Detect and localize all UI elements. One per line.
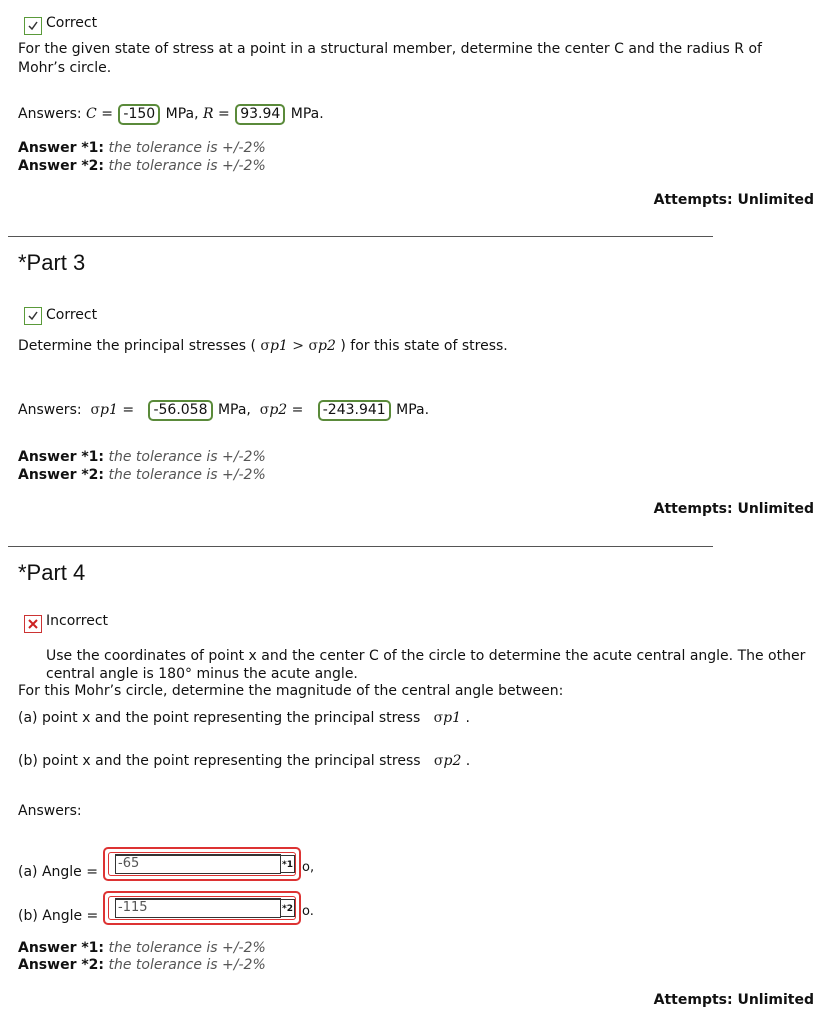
- angle-a-input-wrapper: [103, 847, 301, 881]
- part4-title: *Part 4: [18, 560, 86, 585]
- r-answer-value[interactable]: 93.94: [235, 104, 285, 125]
- angle-b-input-wrapper: [103, 891, 301, 925]
- correct-check-icon: [24, 307, 42, 325]
- angle-a-input[interactable]: -65: [115, 854, 281, 874]
- tolerance-2: Answer *2: the tolerance is +/-2%: [18, 957, 266, 973]
- part4-question-a: (a) point x and the point representing the principal stress σp1 .: [18, 710, 470, 726]
- angle-a-label: (a) Angle =: [18, 864, 98, 880]
- attempts-label: Attempts: Unlimited: [653, 192, 814, 208]
- divider: [8, 236, 713, 237]
- part2-answers-row: Answers: C = -150 MPa, R = 93.94 MPa.: [18, 104, 324, 125]
- tolerance-1: Answer *1: the tolerance is +/-2%: [18, 940, 266, 956]
- part2-question: For the given state of stress at a point in a structural member, determine the center C and the radius R of Mohr’s circle.: [18, 41, 762, 76]
- tolerance-1: Answer *1: the tolerance is +/-2%: [18, 140, 266, 156]
- attempts-label: Attempts: Unlimited: [653, 992, 814, 1008]
- c-symbol: C: [86, 106, 97, 122]
- c-answer-value[interactable]: -150: [118, 104, 160, 125]
- divider: [8, 546, 713, 547]
- degree-symbol: o.: [302, 904, 314, 919]
- part4-question: For this Mohr’s circle, determine the magnitude of the central angle between:: [18, 683, 564, 699]
- r-symbol: R: [203, 106, 214, 122]
- part4-answers-label: Answers:: [18, 803, 82, 819]
- answer-tag-1: *1: [280, 855, 295, 873]
- angle-b-label: (b) Angle =: [18, 908, 99, 924]
- degree-symbol: o,: [302, 860, 315, 875]
- status-incorrect-label: Incorrect: [46, 613, 109, 629]
- angle-b-input[interactable]: -115: [115, 898, 281, 918]
- part3-answers-row: Answers: σp1 = -56.058 MPa, σp2 = -243.941 MPa.: [18, 400, 429, 421]
- correct-check-icon: [24, 17, 42, 35]
- part3-title: *Part 3: [18, 250, 86, 275]
- hint-line-2: central angle is 180° minus the acute angle.: [46, 666, 358, 682]
- attempts-label: Attempts: Unlimited: [653, 501, 814, 517]
- tolerance-2: Answer *2: the tolerance is +/-2%: [18, 158, 266, 174]
- sigma-p1-answer-value[interactable]: -56.058: [148, 400, 212, 421]
- status-correct-label: Correct: [46, 307, 98, 323]
- tolerance-1: Answer *1: the tolerance is +/-2%: [18, 449, 266, 465]
- answer-tag-2: *2: [280, 899, 295, 917]
- part3-question: Determine the principal stresses ( σp1 > σp2 ) for this state of stress.: [18, 338, 508, 354]
- part4-question-b: (b) point x and the point representing the principal stress σp2 .: [18, 753, 471, 769]
- incorrect-x-icon: [24, 615, 42, 633]
- tolerance-2: Answer *2: the tolerance is +/-2%: [18, 467, 266, 483]
- sigma-p2-answer-value[interactable]: -243.941: [318, 400, 391, 421]
- hint-line-1: Use the coordinates of point x and the center C of the circle to determine the acute central angle. The other: [46, 648, 806, 664]
- status-correct-label: Correct: [46, 15, 98, 31]
